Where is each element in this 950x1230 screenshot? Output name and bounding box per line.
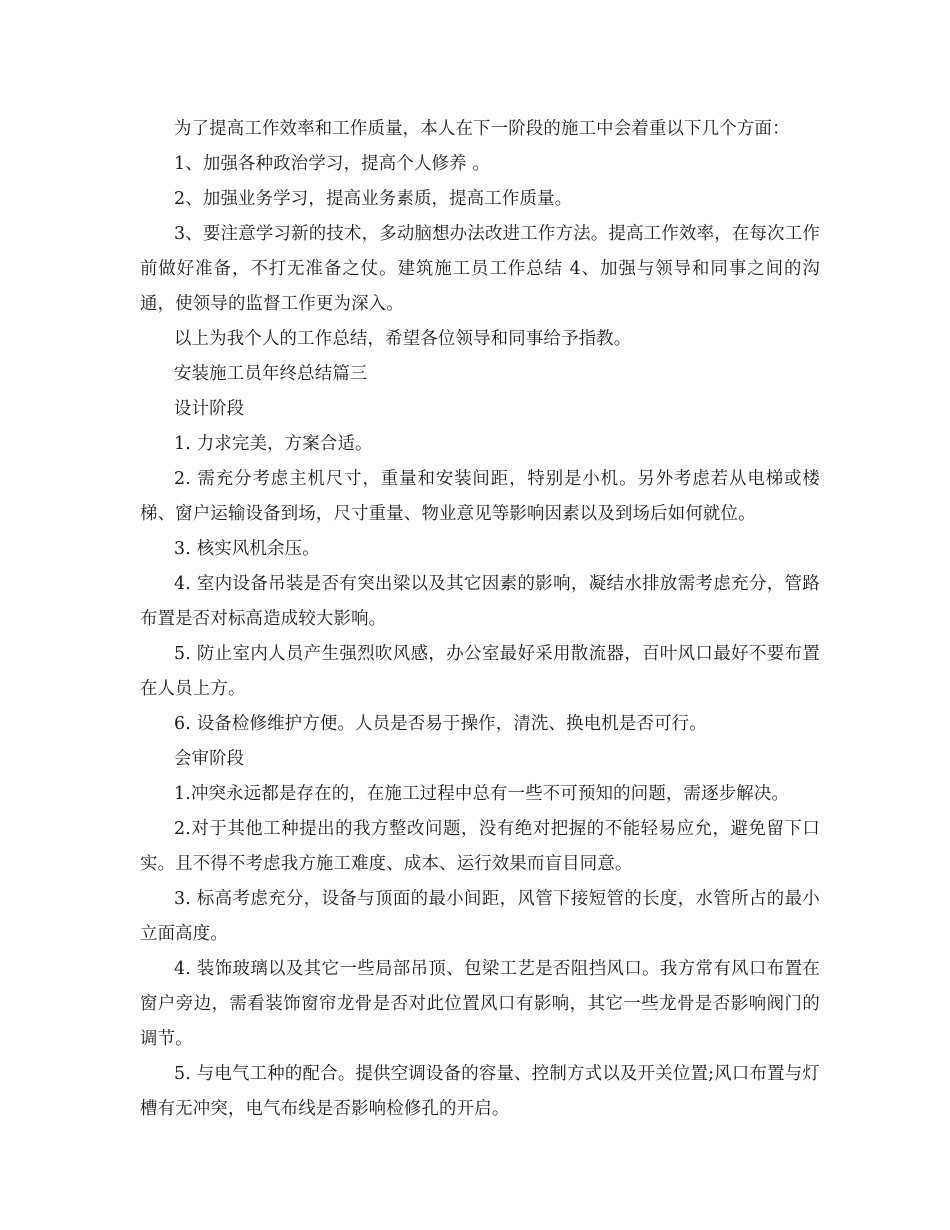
section-heading-design-stage: 设计阶段 [174,399,245,419]
design-item-4: 4. 室内设备吊装是否有突出梁以及其它因素的影响，凝结水排放需考虑充分，管路布置是否对标高造成较大影响。 [140,574,820,629]
paragraph-item-1: 1、加强各种政治学习，提高个人修养 。 [174,154,491,174]
design-item-6: 6. 设备检修维护方便。人员是否易于操作，清洗、换电机是否可行。 [174,714,707,734]
section-heading-review-stage: 会审阶段 [174,749,245,769]
design-item-5: 5. 防止室内人员产生强烈吹风感，办公室最好采用散流器，百叶风口最好不要布置在人员上方。 [140,644,820,699]
review-item-4: 4. 装饰玻璃以及其它一些局部吊顶、包梁工艺是否阻挡风口。我方常有风口布置在窗户旁边，需看装饰窗帘龙骨是否对此位置风口有影响，其它一些龙骨是否影响阀门的调节。 [140,959,820,1049]
design-item-1: 1. 力求完美，方案合适。 [174,434,373,454]
paragraph-intro: 为了提高工作效率和工作质量，本人在下一阶段的施工中会着重以下几个方面： [174,119,790,139]
section-heading-part-three: 安装施工员年终总结篇三 [174,364,368,384]
review-item-2: 2.对于其他工种提出的我方整改问题，没有绝对把握的不能轻易应允，避免留下口实。且不得不考虑我方施工难度、成本、运行效果而盲目同意。 [140,819,820,874]
design-item-3: 3. 核实风机余压。 [174,539,320,559]
design-item-2: 2. 需充分考虑主机尺寸，重量和安装间距，特别是小机。另外考虑若从电梯或楼梯、窗户运输设备到场，尺寸重量、物业意见等影响因素以及到场后如何就位。 [140,469,820,524]
review-item-3: 3. 标高考虑充分，设备与顶面的最小间距，风管下接短管的长度，水管所占的最小立面高度。 [140,889,820,944]
paragraph-closing: 以上为我个人的工作总结，希望各位领导和同事给予指教。 [174,329,632,349]
paragraph-item-2: 2、加强业务学习，提高业务素质，提高工作质量。 [174,189,573,209]
document-body [140,112,820,1127]
review-item-1: 1.冲突永远都是存在的，在施工过程中总有一些不可预知的问题，需逐步解决。 [174,784,790,804]
review-item-5: 5. 与电气工种的配合。提供空调设备的容量、控制方式以及开关位置;风口布置与灯槽有无冲突，电气布线是否影响检修孔的开启。 [140,1064,820,1119]
paragraph-item-3: 3、要注意学习新的技术，多动脑想办法改进工作方法。提高工作效率，在每次工作前做好准备，不打无准备之仗。建筑施工员工作总结 4、加强与领导和同事之间的沟通，使领导的监督工作更为深入。 [140,224,820,314]
